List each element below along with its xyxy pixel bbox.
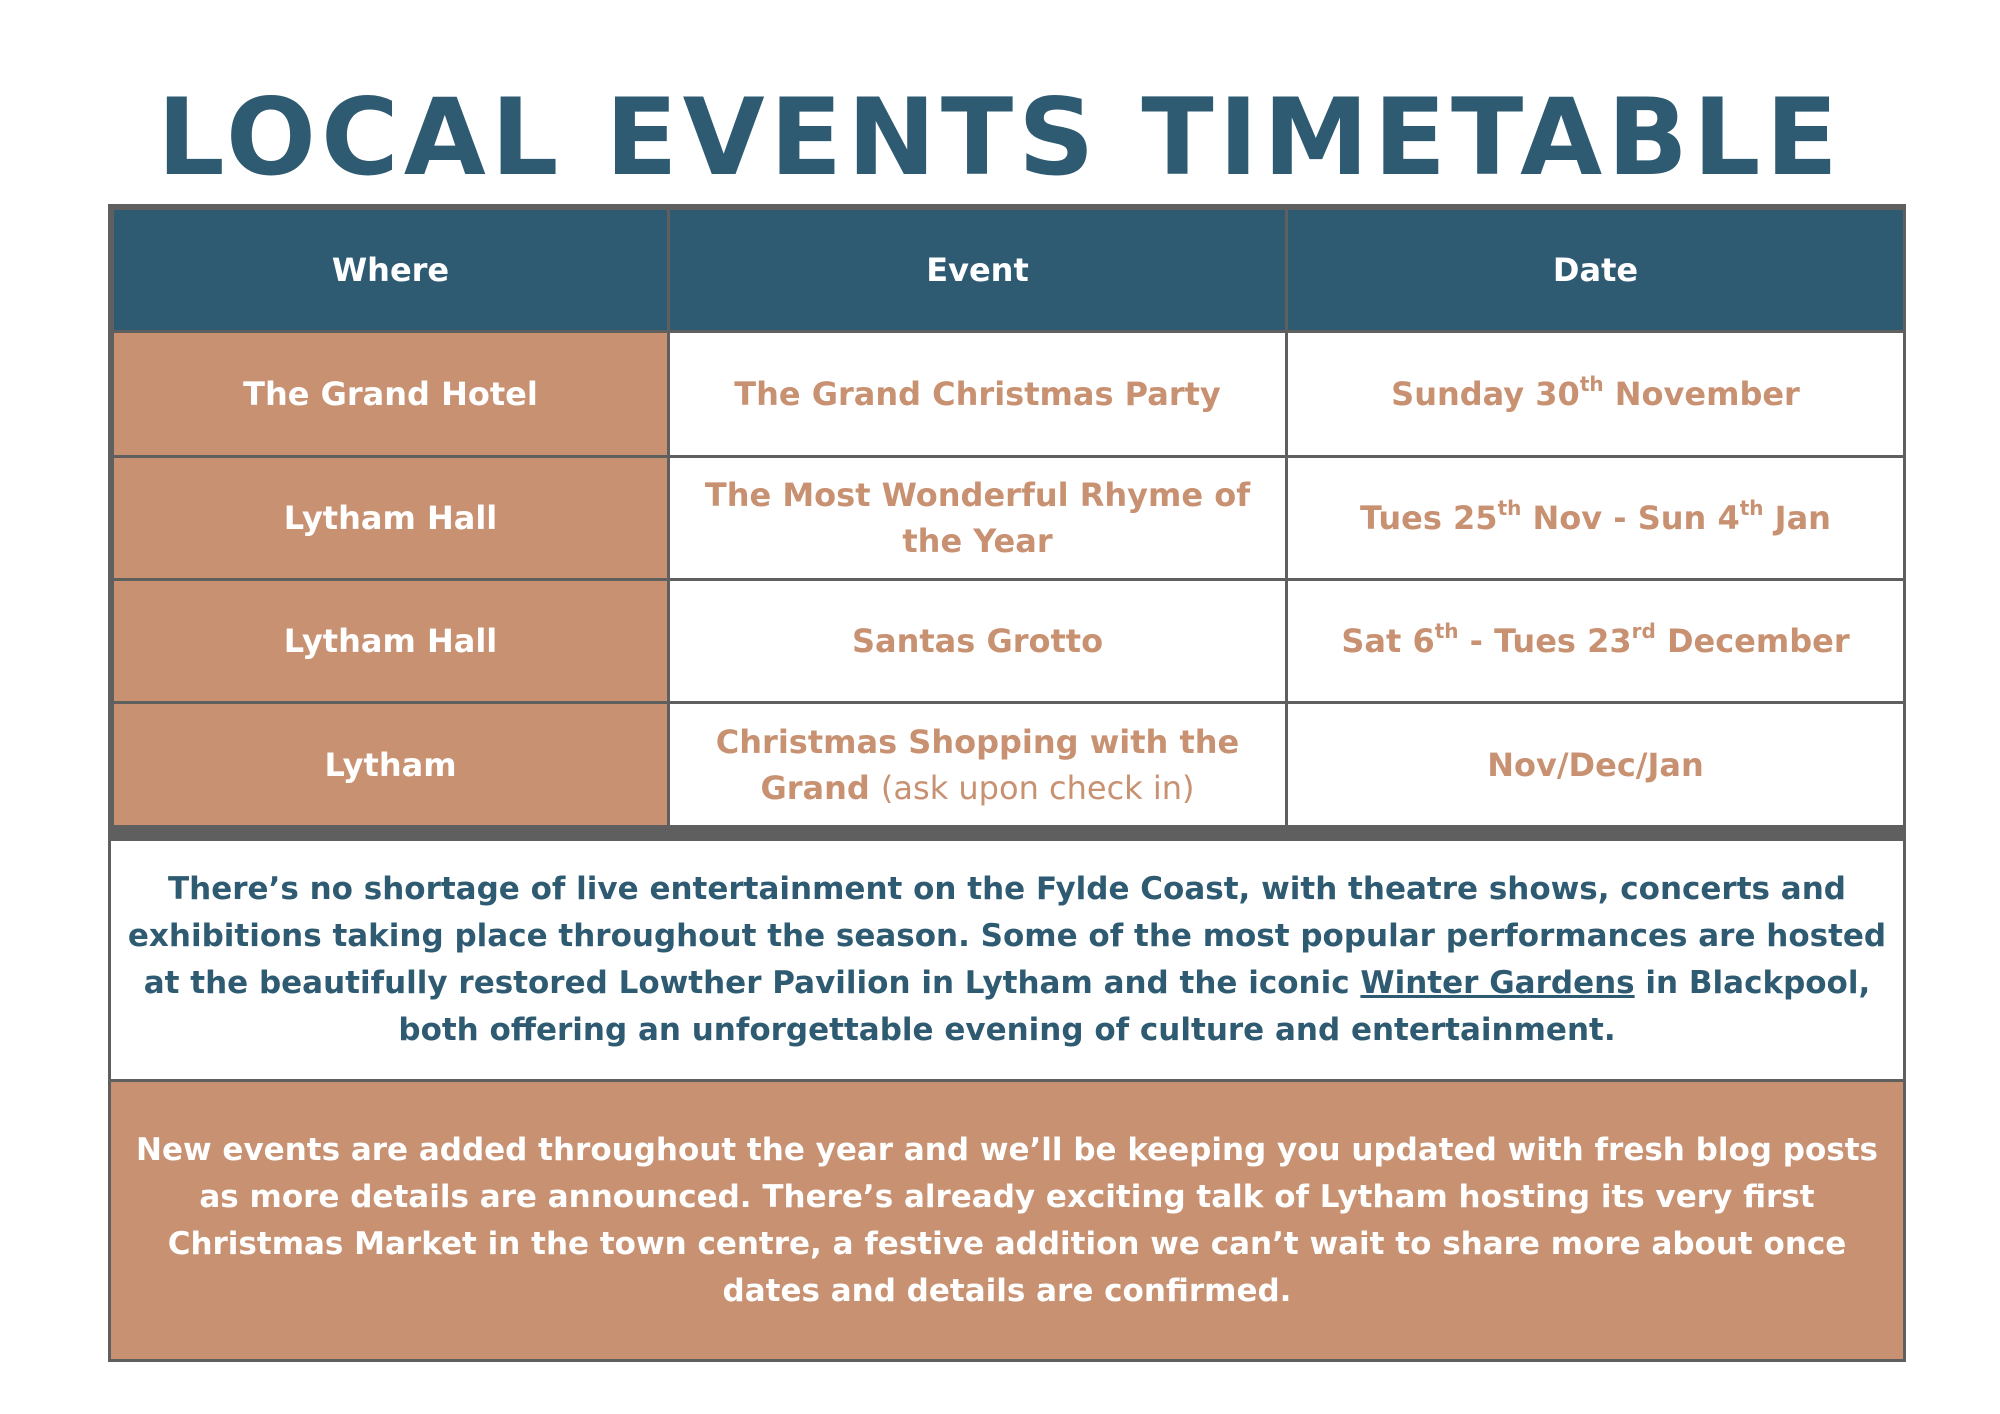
date-suffix: th [1434, 619, 1459, 643]
table-row [113, 580, 1905, 703]
info-text [121, 866, 1893, 1054]
event-cell [669, 332, 1287, 457]
info-text-before: There’s no shortage of live entertainment on the Fylde Coast, with theatre shows, concerts and exhibitions taking place throughout the season. Some of the most popular performances are hosted at the beautifully restored Lowther Pavilion in Lytham and the iconic [127, 871, 1887, 1001]
date-text: Jan [1763, 499, 1831, 537]
date-cell [1287, 703, 1905, 827]
winter-gardens-link[interactable]: Winter Gardens [1360, 965, 1635, 1001]
footer-text: New events are added throughout the year and we’ll be keeping you updated with fresh blog posts as more details are announced. There’s already exciting talk of Lytham hosting its very first Christmas Market in the town centre, a festive addition we can’t wait to share more about once dates and details are confirmed. [136, 1131, 1878, 1309]
date-text: Sunday 30 [1391, 375, 1580, 413]
date-text: Sat 6 [1341, 622, 1435, 660]
table-header-row [113, 209, 1905, 332]
table-row [113, 332, 1905, 457]
event-name: Christmas Shopping with the Grand [715, 722, 1240, 807]
events-table [111, 207, 1906, 828]
event-name: The Grand Christmas Party [734, 375, 1221, 413]
date-text: Tues 25 [1360, 499, 1498, 537]
date-suffix: th [1497, 496, 1522, 520]
date-cell [1287, 580, 1905, 703]
page-title: LOCAL EVENTS TIMETABLE [157, 76, 1843, 199]
date-cell [1287, 332, 1905, 457]
info-paragraph [111, 838, 1903, 1082]
table-row [113, 703, 1905, 827]
where-cell: The Grand Hotel [113, 332, 669, 457]
date-suffix: th [1579, 372, 1604, 396]
date-cell [1287, 457, 1905, 580]
header-date: Date [1287, 209, 1905, 332]
event-cell [669, 580, 1287, 703]
table-row [113, 457, 1905, 580]
event-name: Santas Grotto [851, 622, 1104, 660]
event-cell [669, 703, 1287, 827]
date-text: December [1655, 622, 1850, 660]
date-suffix: rd [1631, 619, 1656, 643]
info-text-after: in Blackpool, both offering an unforgettable evening of culture and entertainment. [398, 965, 1871, 1048]
event-name: The Most Wonderful Rhyme of the Year [704, 476, 1251, 560]
event-note: (ask upon check in) [880, 768, 1195, 807]
header-where: Where [113, 209, 669, 332]
event-cell [669, 457, 1287, 580]
date-text: Nov - Sun 4 [1521, 499, 1740, 537]
header-event: Event [669, 209, 1287, 332]
events-timetable [108, 204, 1906, 1362]
date-suffix: th [1739, 496, 1764, 520]
where-cell: Lytham Hall [113, 457, 669, 580]
footer-paragraph [111, 1082, 1903, 1359]
where-cell: Lytham Hall [113, 580, 669, 703]
date-text: November [1603, 375, 1800, 413]
date-text: Nov/Dec/Jan [1487, 745, 1704, 784]
date-text: - Tues 23 [1458, 622, 1632, 660]
where-cell: Lytham [113, 703, 669, 827]
